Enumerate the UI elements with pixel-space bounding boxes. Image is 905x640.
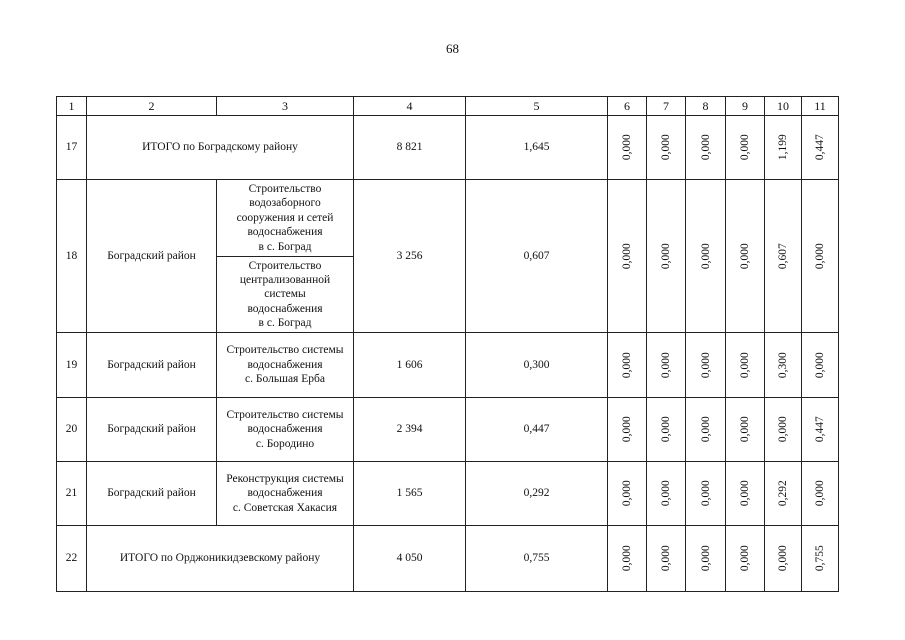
value-cell: 0,000 xyxy=(738,352,751,378)
value-cell: 0,292 xyxy=(776,480,789,507)
value-cell: 0,000 xyxy=(659,480,672,507)
value-cell: 0,000 xyxy=(659,416,672,443)
value-cell: 0,000 xyxy=(813,480,826,507)
page-number: 68 xyxy=(446,41,459,56)
object-name: Строительство централизованной системы водоснабжения в с. Боград xyxy=(217,257,354,333)
value-cell: 0,000 xyxy=(699,352,712,378)
value-cell: 0,000 xyxy=(738,416,751,443)
value-cell: 0,000 xyxy=(620,480,633,507)
value-col-5: 1,645 xyxy=(466,116,608,180)
value-cell: 0,000 xyxy=(659,545,672,572)
row-number: 22 xyxy=(57,526,87,592)
total-label: ИТОГО по Боградскому району xyxy=(87,116,354,180)
value-cell: 0,000 xyxy=(659,243,672,269)
value-col-4: 1 565 xyxy=(354,462,466,526)
district-name: Боградский район xyxy=(87,333,217,398)
object-name: Строительство системы водоснабжения с. Бородино xyxy=(217,398,354,462)
column-header: 9 xyxy=(726,97,765,116)
value-cell: 0,000 xyxy=(699,545,712,572)
value-cell: 0,000 xyxy=(699,134,712,161)
table-row xyxy=(57,333,839,398)
value-cell: 0,000 xyxy=(776,545,789,572)
column-header: 5 xyxy=(466,97,608,116)
column-header: 10 xyxy=(765,97,802,116)
value-cell: 0,000 xyxy=(738,480,751,507)
value-cell: 0,000 xyxy=(738,134,751,161)
row-number: 18 xyxy=(57,180,87,333)
value-col-4: 4 050 xyxy=(354,526,466,592)
row-number: 17 xyxy=(57,116,87,180)
value-cell: 0,000 xyxy=(620,352,633,378)
district-name: Боградский район xyxy=(87,462,217,526)
value-col-5: 0,755 xyxy=(466,526,608,592)
table-row xyxy=(57,462,839,526)
value-cell: 0,447 xyxy=(813,134,826,161)
value-cell: 0,000 xyxy=(620,545,633,572)
value-cell: 0,000 xyxy=(659,134,672,161)
column-header: 1 xyxy=(57,97,87,116)
object-name: Строительство системы водоснабжения с. Большая Ерба xyxy=(217,333,354,398)
column-header-row xyxy=(57,97,839,116)
table-row xyxy=(57,398,839,462)
value-cell: 0,000 xyxy=(699,243,712,269)
value-col-4: 8 821 xyxy=(354,116,466,180)
value-cell: 0,000 xyxy=(620,243,633,269)
column-header: 8 xyxy=(686,97,726,116)
value-cell: 0,000 xyxy=(620,134,633,161)
value-cell: 0,755 xyxy=(813,545,826,572)
total-label: ИТОГО по Орджоникидзевскому району xyxy=(87,526,354,592)
value-cell: 0,000 xyxy=(738,243,751,269)
value-col-4: 1 606 xyxy=(354,333,466,398)
row-number: 19 xyxy=(57,333,87,398)
row-number: 20 xyxy=(57,398,87,462)
value-col-4: 3 256 xyxy=(354,180,466,333)
value-cell: 0,000 xyxy=(738,545,751,572)
value-cell: 0,000 xyxy=(699,416,712,443)
value-cell: 0,000 xyxy=(776,416,789,443)
column-header: 6 xyxy=(608,97,647,116)
table-row xyxy=(57,116,839,180)
district-name: Боградский район xyxy=(87,398,217,462)
value-col-5: 0,292 xyxy=(466,462,608,526)
value-cell: 0,000 xyxy=(699,480,712,507)
table-row xyxy=(57,180,839,257)
district-name: Боградский район xyxy=(87,180,217,333)
value-cell: 0,300 xyxy=(776,352,789,378)
column-header: 2 xyxy=(87,97,217,116)
column-header: 4 xyxy=(354,97,466,116)
object-name: Строительство водозаборного сооружения и сетей водоснабжения в с. Боград xyxy=(217,180,354,257)
column-header: 7 xyxy=(647,97,686,116)
row-number: 21 xyxy=(57,462,87,526)
data-table xyxy=(56,96,839,592)
table-row xyxy=(57,526,839,592)
column-header: 11 xyxy=(802,97,839,116)
object-name: Реконструкция системы водоснабжения с. Советская Хакасия xyxy=(217,462,354,526)
value-cell: 0,000 xyxy=(620,416,633,443)
value-cell: 1,199 xyxy=(776,134,789,161)
value-cell: 0,607 xyxy=(776,243,789,269)
value-cell: 0,447 xyxy=(813,416,826,443)
value-col-4: 2 394 xyxy=(354,398,466,462)
column-header: 3 xyxy=(217,97,354,116)
value-cell: 0,000 xyxy=(813,352,826,378)
value-col-5: 0,607 xyxy=(466,180,608,333)
value-col-5: 0,447 xyxy=(466,398,608,462)
value-col-5: 0,300 xyxy=(466,333,608,398)
value-cell: 0,000 xyxy=(659,352,672,378)
value-cell: 0,000 xyxy=(813,243,826,269)
